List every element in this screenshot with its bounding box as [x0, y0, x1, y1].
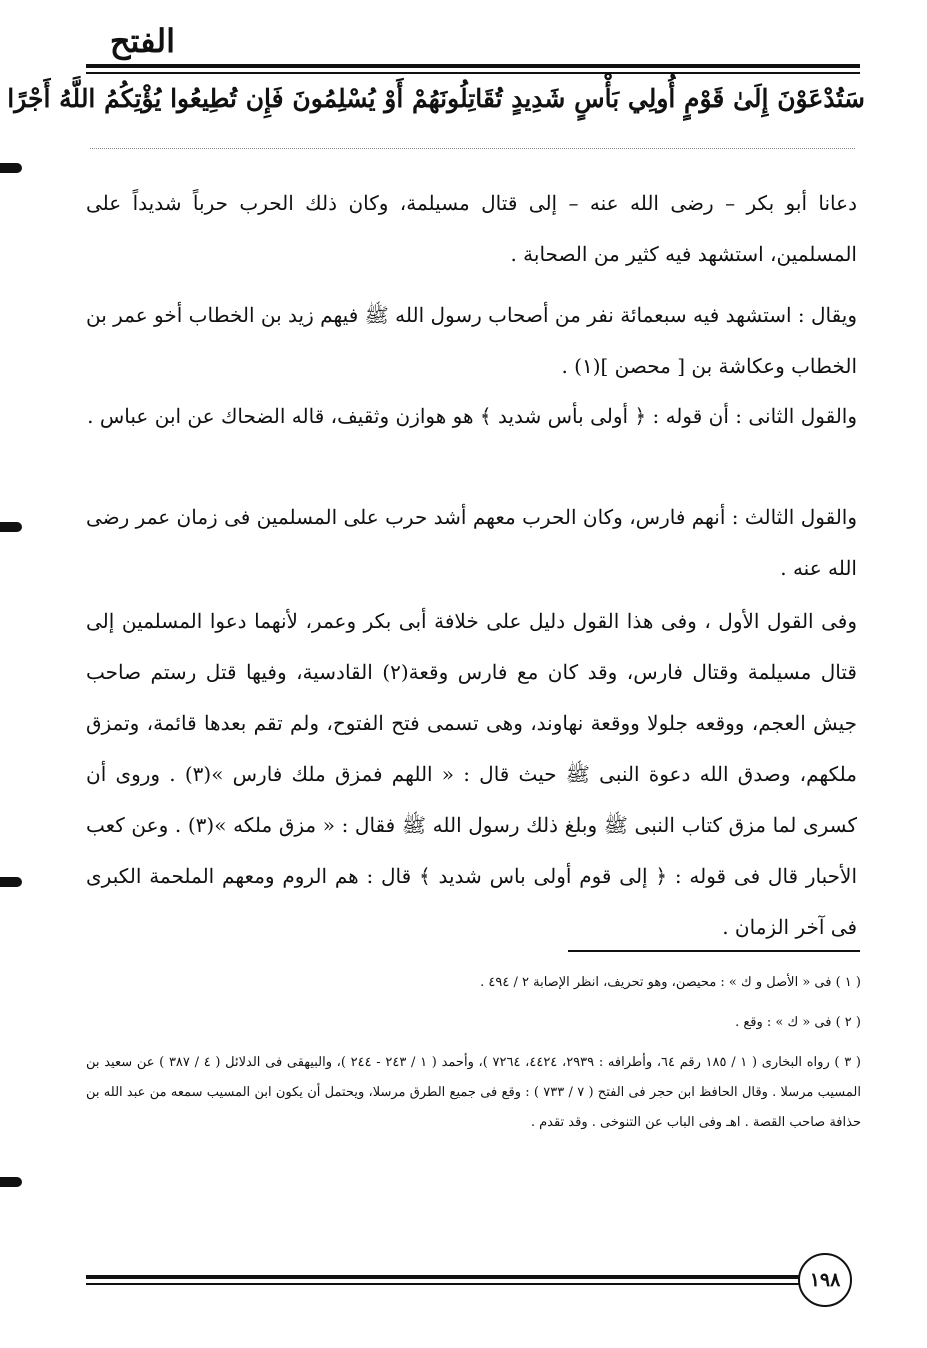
- surah-name: الفتح: [109, 22, 175, 60]
- edge-mark: [0, 877, 22, 887]
- quran-verse: سَتُدْعَوْنَ إِلَىٰ قَوْمٍ أُولِي بَأْسٍ شَدِيدٍ تُقَاتِلُونَهُمْ أَوْ يُسْلِمُونَ فَإِن تُطِيعُوا يُؤْتِكُمُ اللَّهُ أَجْرًا: [7, 84, 865, 113]
- header-rule-thin: [86, 72, 860, 74]
- footnote-rule: [568, 950, 860, 952]
- edge-mark: [0, 163, 22, 173]
- paragraph: والقول الثالث : أنهم فارس، وكان الحرب معهم أشد حرب على المسلمين فى زمان عمر رضى الله عنه .: [86, 505, 857, 580]
- page-number: ١٩٨: [798, 1253, 852, 1307]
- footnote: ( ٣ ) رواه البخارى ( ١ / ١٨٥ رقم ٦٤، وأطرافه : ٢٩٣٩، ٤٤٢٤، ٧٢٦٤ )، وأحمد ( ١ / ٢٤٣ - ٢٤٤ )، والبيهقى فى الدلائل ( ٤ / ٣٨٧ ) عن سعيد بن المسيب مرسلا . وقال الحافظ ابن حجر فى الفتح ( ٧ / ٧٣٣ ) : وقع فى جميع الطرق مرسلا، ويحتمل أن يكون ابن المسيب سمعه من عبد الله بن حذافة صاحب القصة . اهـ وفى الباب عن التنوخى . وقد تقدم .: [86, 1055, 861, 1130]
- paragraph: وفى القول الأول ، وفى هذا القول دليل على خلافة أبى بكر وعمر، لأنهما دعوا المسلمين إلى قتال مسيلمة وقتال فارس، وقد كان مع فارس وقعة(٢) القادسية، وفيها قتل رستم صاحب جيش العجم، ووقعه جلولا ووقعة نهاوند، وهى تسمى فتح الفتوح، ولم تقم بعدها قائمة، وتمزق ملكهم، وصدق الله دعوة النبى ﷺ حيث قال : « اللهم فمزق ملك فارس »(٣) . وروى أن كسرى لما مزق كتاب النبى ﷺ وبلغ ذلك رسول الله ﷺ فقال : « مزق ملكه »(٣) . وعن كعب الأحبار قال فى قوله : ﴿ إلى قوم أولى باس شديد ﴾ قال : هم الروم ومعهم الملحمة الكبرى فى آخر الزمان .: [86, 609, 858, 939]
- footer-rule-thick: [86, 1275, 800, 1279]
- header-rule-thick: [86, 64, 860, 68]
- verse-divider: [90, 148, 855, 149]
- footer-rule-thin: [86, 1283, 800, 1285]
- paragraph: دعانا أبو بكر – رضى الله عنه – إلى قتال مسيلمة، وكان ذلك الحرب حرباً شديداً على المسلمين، استشهد فيه كثير من الصحابة .: [86, 191, 857, 266]
- paragraph: ويقال : استشهد فيه سبعمائة نفر من أصحاب رسول الله ﷺ فيهم زيد بن الخطاب أخو عمر بن الخطاب وعكاشة بن [ محصن ](١) .: [86, 303, 857, 378]
- edge-mark: [0, 522, 22, 532]
- paragraph: والقول الثانى : أن قوله : ﴿ أولى بأس شديد ﴾ هو هوازن وثقيف، قاله الضحاك عن ابن عباس .: [87, 404, 857, 428]
- edge-mark: [0, 1177, 22, 1187]
- footnote: ( ٢ ) فى « ك » : وقع .: [735, 1015, 861, 1030]
- footnote: ( ١ ) فى « الأصل و ك » : محيصن، وهو تحريف، انظر الإصابة ٢ / ٤٩٤ .: [480, 975, 861, 990]
